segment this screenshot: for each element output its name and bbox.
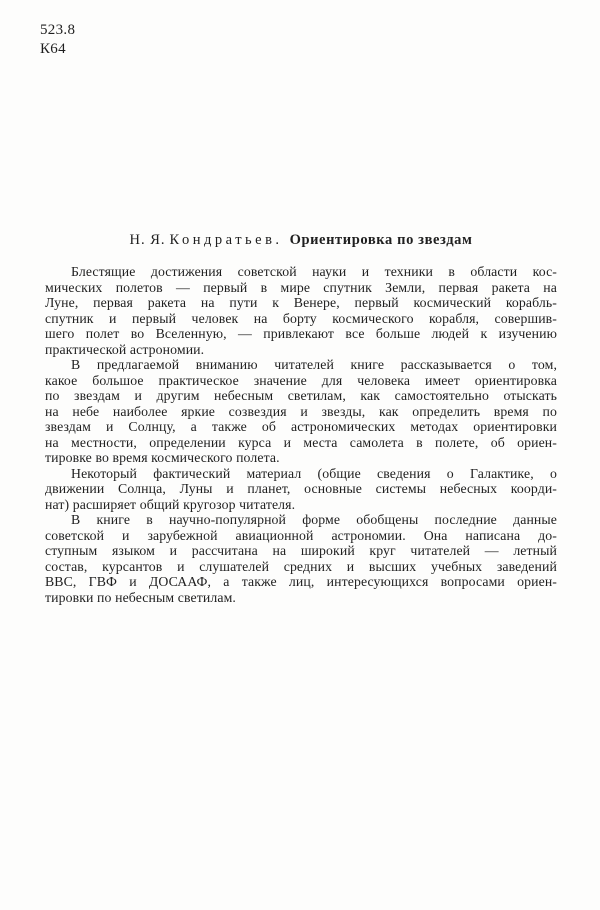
paragraph xyxy=(45,466,557,513)
text-line: какое большое практическое значение для человека имеет ориентировка xyxy=(45,372,557,388)
text-line: движении Солнца, Луны и планет, основные системы небесных коорди- xyxy=(45,481,557,496)
udc-number: 523.8 xyxy=(40,22,76,38)
text-line: тировке во время космического полета. xyxy=(45,450,280,465)
annotation-text xyxy=(45,264,557,605)
text-line: на местности, определении курса и места самолета в полете, об ориен- xyxy=(45,434,557,450)
text-line: Блестящие достижения советской науки и техники в области кос- xyxy=(71,264,557,279)
book-title: Ориентировка по звездам xyxy=(289,232,473,248)
text-line: состав, курсантов и слушателей средних и высших учебных заведений xyxy=(45,558,557,574)
text-line: звездам и Солнцу, а также об астрономических методах ориентировки xyxy=(45,419,557,434)
text-line: практической астрономии. xyxy=(45,341,205,357)
text-line: ступным языком и рассчитана на широкий круг читателей — летный xyxy=(45,543,557,558)
text-line: мических полетов — первый в мире спутник Земли, первая ракета на xyxy=(45,279,557,295)
text-line: В предлагаемой вниманию читателей книге рассказывается о том, xyxy=(71,357,557,372)
text-line: по звездам и другим небесным светилам, как самостоятельно отыскать xyxy=(45,388,557,403)
text-line: В книге в научно-популярной форме обобщены последние данные xyxy=(71,512,557,527)
author-initials: Н. Я. xyxy=(129,232,166,248)
text-line: советской и зарубежной авиационной астрономии. Она написана до- xyxy=(45,527,557,543)
author-mark: К64 xyxy=(40,41,66,57)
library-classification xyxy=(40,21,75,59)
page-title xyxy=(45,232,557,249)
text-line: на небе наиболее яркие созвездия и звезды, как определить время по xyxy=(45,403,557,419)
paragraph xyxy=(45,357,557,466)
text-line: ВВС, ГВФ и ДОСААФ, а также лиц, интересующихся вопросами ориен- xyxy=(45,574,557,589)
paragraph xyxy=(45,264,557,357)
text-line: тировки по небесным светилам. xyxy=(45,589,236,605)
paragraph xyxy=(45,512,557,605)
text-line: шего полет во Вселенную, — привлекают все больше людей к изучению xyxy=(45,326,557,341)
text-line: нат) расширяет общий кругозор читателя. xyxy=(45,496,296,512)
text-line: спутник и первый человек на борту космического корабля, совершив- xyxy=(45,310,557,326)
text-line: Некоторый фактический материал (общие сведения о Галактике, о xyxy=(71,465,557,481)
author-surname: Кондратьев. xyxy=(169,232,283,248)
text-line: Луне, первая ракета на пути к Венере, первый космический корабль- xyxy=(45,295,557,310)
